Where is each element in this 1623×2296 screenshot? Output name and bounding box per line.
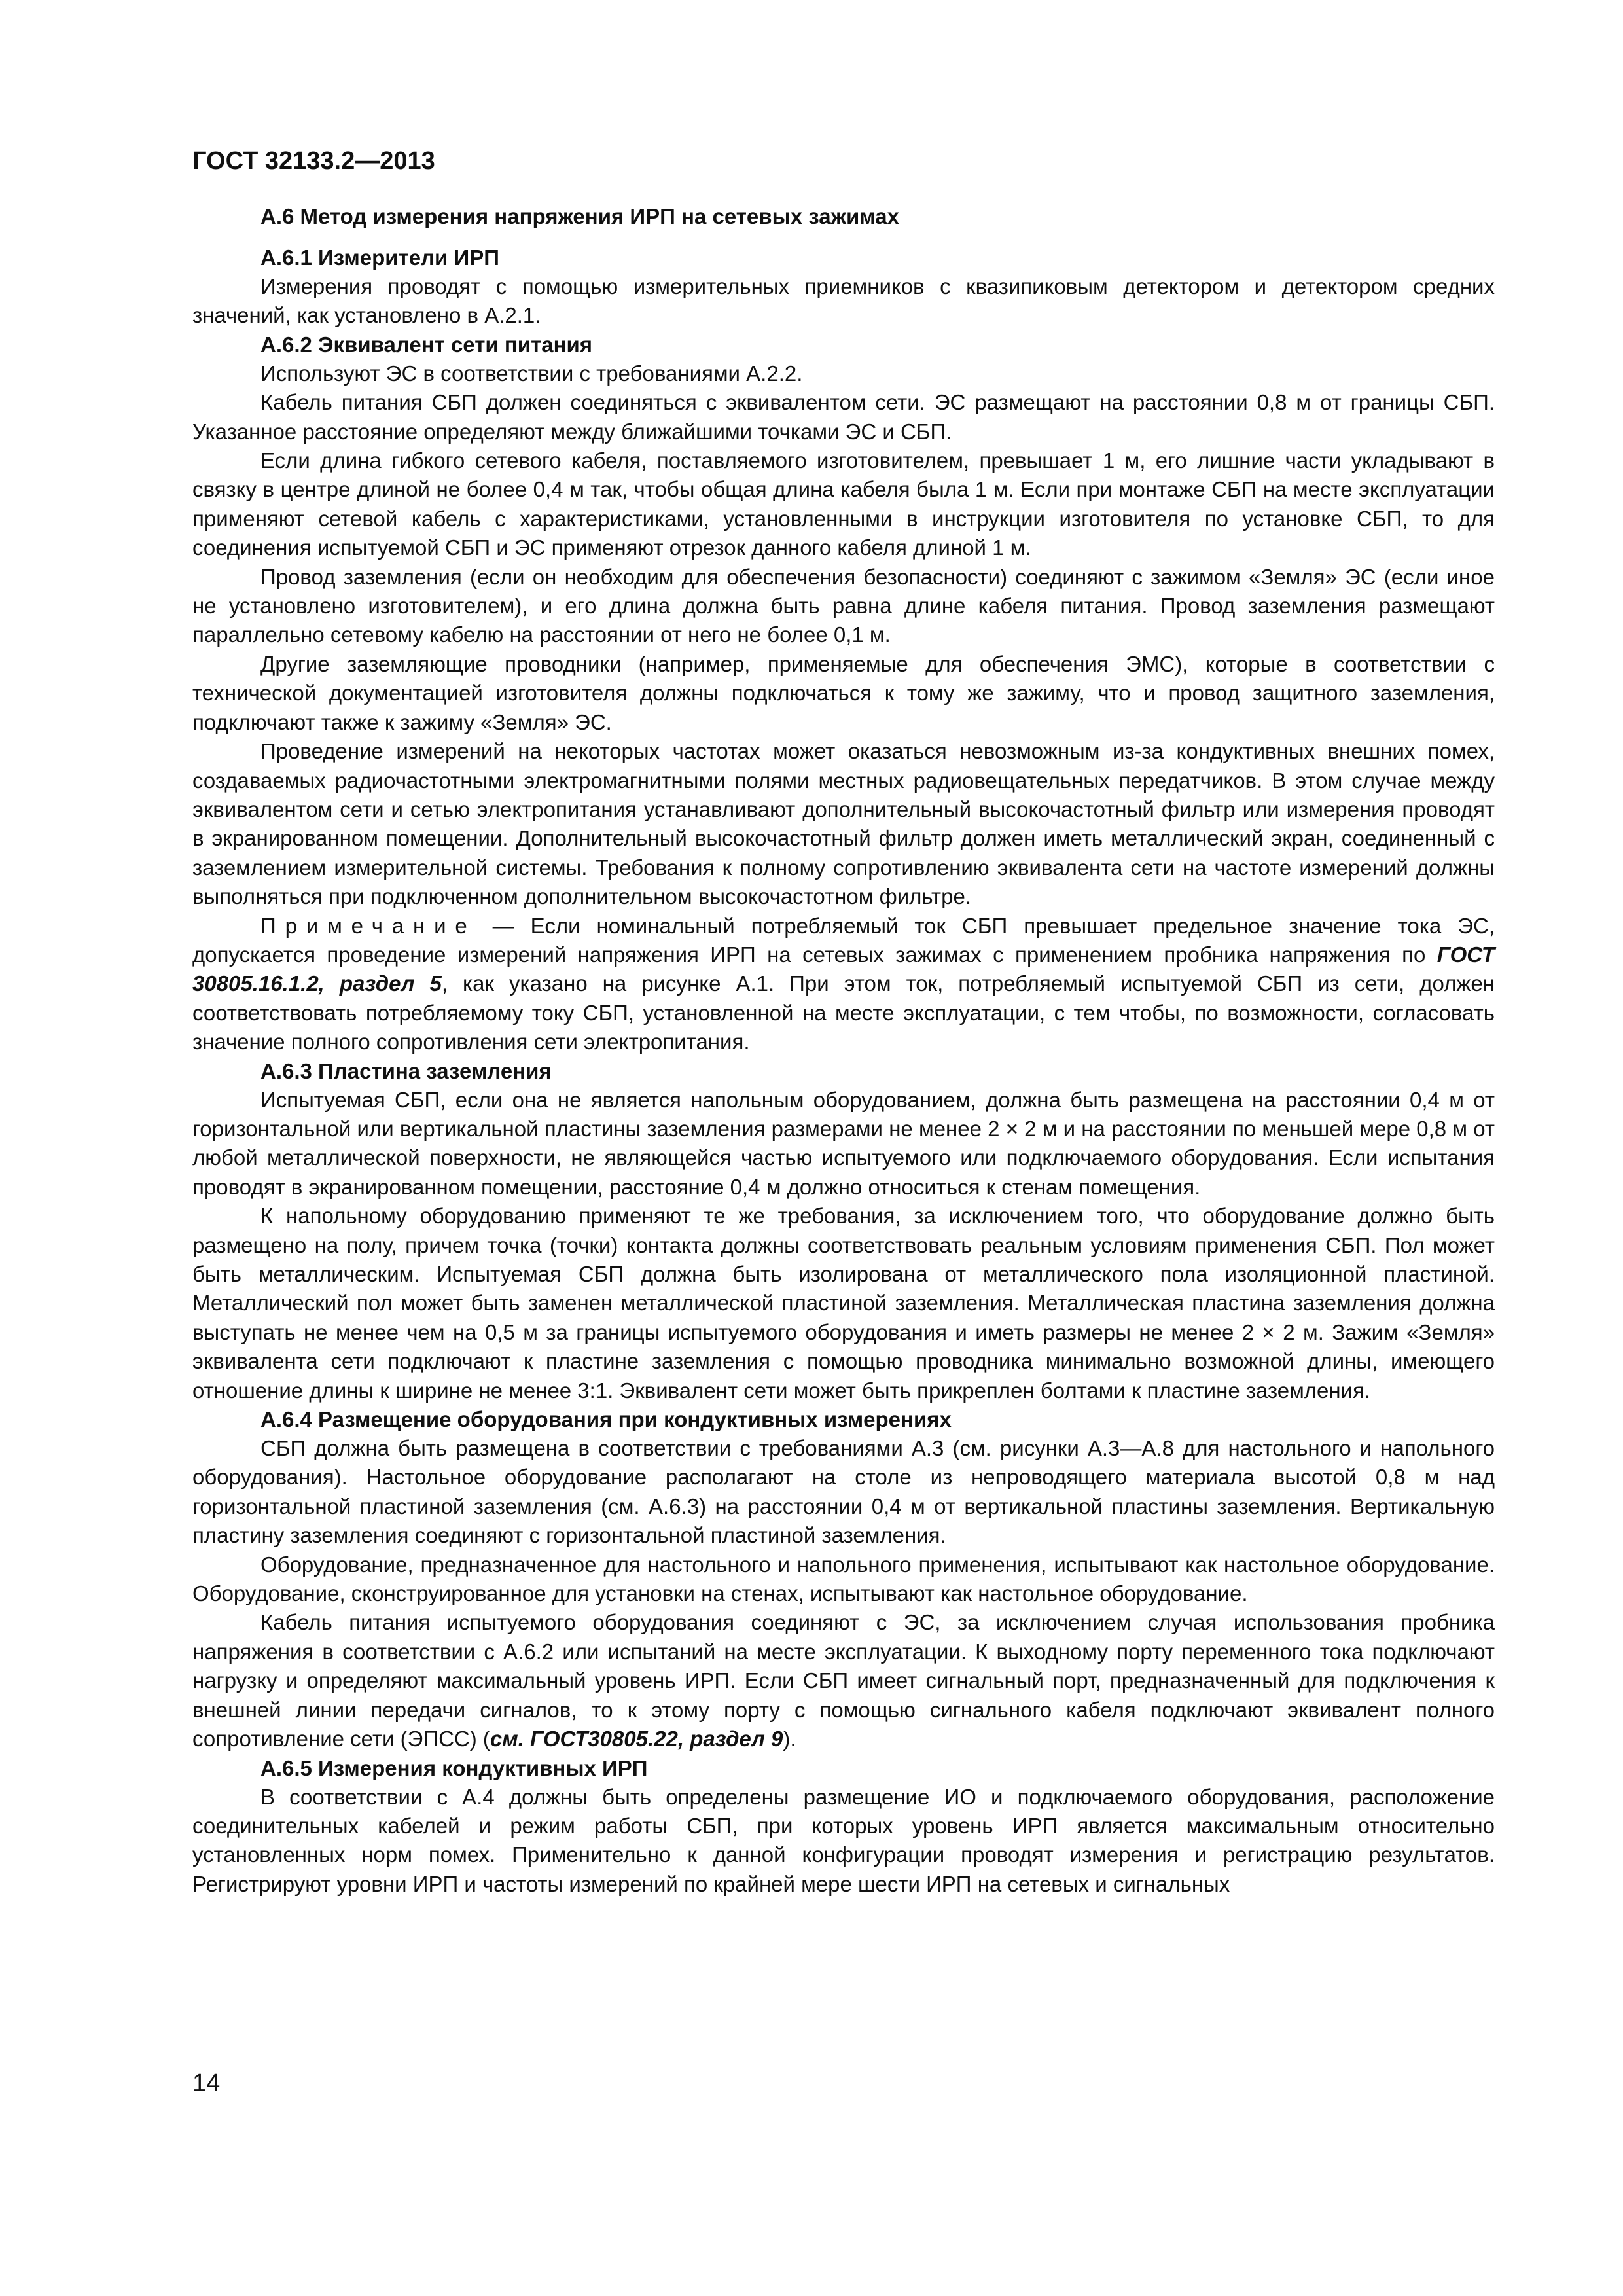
paragraph-text: ). [783, 1727, 796, 1751]
paragraph: Провод заземления (если он необходим для обеспечения безопасности) соединяют с зажимом «Земля» ЭС (если иное не установлено изготовителем), и его длина должна быть равна длине кабеля питания. Провод заземления размещают параллельно сетевому кабелю на расстоянии от него не более 0,1 м. [192, 564, 1495, 647]
paragraph: Кабель питания СБП должен соединяться с эквивалентом сети. ЭС размещают на расстоянии 0,8 м от границы СБП. Указанное расстояние определяют между ближайшими точками ЭС и СБП. [192, 390, 1495, 444]
document-page [192, 145, 1495, 1899]
paragraph-text: Кабель питания испытуемого оборудования соединяют с ЭС, за исключением случая использования пробника напряжения в соответствии с А.6.2 или испытаний на месте эксплуатации. К выходному порту переменного тока подключают нагрузку и определяют максимальный уровень ИРП. Если СБП имеет сигнальный порт, предназначенный для подключения к внешней линии передачи сигналов, то к этому порту с помощью сигнального кабеля подключают эквивалент полного сопротивление сети (ЭПСС) ( [192, 1610, 1495, 1751]
page-number: 14 [192, 2070, 221, 2097]
note-text: , как указано на рисунке А.1. При этом ток, потребляемый испытуемой СБП из сети, должен соответствовать потребляемому току СБП, установленной на месте эксплуатации, с тем чтобы, по возможности, согласовать значение полного сопротивления сети электропитания. [192, 971, 1495, 1054]
subsection-a64-title: А.6.4 Размещение оборудования при кондуктивных измерениях [260, 1407, 952, 1432]
subsection-a65 [192, 1754, 1495, 1899]
paragraph: Другие заземляющие проводники (например, применяемые для обеспечения ЭМС), которые в соответствии с технической документацией изготовителя должны подключаться к тому же зажиму, что и провод защитного заземления, подключают также к зажиму «Земля» ЭС. [192, 651, 1495, 734]
subsection-a64 [192, 1405, 1495, 1753]
subsection-a62 [192, 331, 1495, 1057]
standard-reference: см. ГОСТ30805.22, раздел 9 [490, 1727, 783, 1751]
paragraph [192, 1608, 1495, 1753]
paragraph: Оборудование, предназначенное для настольного и напольного применения, испытывают как настольное оборудование. Оборудование, сконструированное для установки на стенах, испытывают как настольное оборудование. [192, 1552, 1495, 1606]
paragraph: Измерения проводят с помощью измерительных приемников с квазипиковым детектором и детектором средних значений, как установлено в А.2.1. [192, 274, 1495, 328]
section-a6-title: А.6 Метод измерения напряжения ИРП на сетевых зажимах [260, 204, 899, 228]
paragraph: СБП должна быть размещена в соответствии с требованиями А.3 (см. рисунки А.3—А.8 для настольного и напольного оборудования). Настольное оборудование располагают на столе из непроводящего материала высотой 0,8 м над горизонтальной пластиной заземления (см. А.6.3) на расстоянии 0,4 м от вертикальной пластины заземления. Вертикальную пластину заземления соединяют с горизонтальной пластиной заземления. [192, 1436, 1495, 1548]
subsection-a61 [192, 243, 1495, 331]
note-label: Примечание [260, 913, 476, 938]
note-paragraph [192, 912, 1495, 1057]
subsection-a61-title: А.6.1 Измерители ИРП [260, 245, 499, 270]
paragraph: Испытуемая СБП, если она не является напольным оборудованием, должна быть размещена на расстоянии 0,4 м от горизонтальной или вертикальной пластины заземления размерами не менее 2 × 2 м и на расстоянии по меньшей мере 0,8 м от любой металлической поверхности, не являющейся частью испытуемого или подключаемого оборудования. Если испытания проводят в экранированном помещении, расстояние 0,4 м должно относиться к стенам помещения. [192, 1087, 1495, 1199]
paragraph: Если длина гибкого сетевого кабеля, поставляемого изготовителем, превышает 1 м, его лишние части укладывают в связку в центре длиной не более 0,4 м так, чтобы общая длина кабеля была 1 м. Если при монтаже СБП на месте эксплуатации применяют сетевой кабель с характеристиками, установленными в инструкции изготовителя по установке СБП, то для соединения испытуемой СБП и ЭС применяют отрезок данного кабеля длиной 1 м. [192, 448, 1495, 560]
paragraph: Проведение измерений на некоторых частотах может оказаться невозможным из-за кондуктивных внешних помех, создаваемых радиочастотными электромагнитными полями местных радиовещательных передатчиков. В этом случае между эквивалентом сети и сетью электропитания устанавливают дополнительный высокочастотный фильтр или измерения проводят в экранированном помещении. Дополнительный высокочастотный фильтр должен иметь металлический экран, соединенный с заземлением измерительной системы. Требования к полному сопротивлению эквивалента сети на частоте измерений должны выполняться при подключенном дополнительном высокочастотном фильтре. [192, 739, 1495, 909]
subsection-a62-title: А.6.2 Эквивалент сети питания [260, 332, 593, 357]
standard-reference: ГОСТ 30805.16.1.2, раздел 5 [192, 942, 1495, 996]
paragraph: В соответствии с А.4 должны быть определены размещение ИО и подключаемого оборудования, расположение соединительных кабелей и режим работы СБП, при которых уровень ИРП является максимальным относительно установленных норм помех. Применительно к данной конфигурации проводят измерения и регистрацию результатов. Регистрируют уровни ИРП и частоты измерений по крайней мере шести ИРП на сетевых и сигнальных [192, 1784, 1495, 1896]
subsection-a65-title: А.6.5 Измерения кондуктивных ИРП [260, 1755, 648, 1780]
note-text: — Если номинальный потребляемый ток СБП превышает предельное значение тока ЭС, допускается проведение измерений напряжения ИРП на сетевых зажимах с применением пробника напряжения по [192, 913, 1495, 967]
paragraph: Используют ЭС в соответствии с требованиями А.2.2. [260, 361, 803, 386]
subsection-a63-title: А.6.3 Пластина заземления [260, 1058, 552, 1083]
paragraph: К напольному оборудованию применяют те же требования, за исключением того, что оборудование должно быть размещено на полу, причем точка (точки) контакта должны соответствовать реальным условиям применения СБП. Пол может быть металлическим. Испытуемая СБП должна быть изолирована от металлического пола изоляционной пластиной. Металлический пол может быть заменен металлической пластиной заземления. Металлическая пластина заземления должна выступать не менее чем на 0,5 м за границы испытуемого оборудования и иметь размеры не менее 2 × 2 м. Зажим «Земля» эквивалента сети подключают к пластине заземления с помощью проводника минимально возможной длины, имеющего отношение длины к ширине не менее 3:1. Эквивалент сети может быть прикреплен болтами к пластине заземления. [192, 1204, 1495, 1403]
subsection-a63 [192, 1057, 1495, 1405]
document-code-header: ГОСТ 32133.2—2013 [192, 147, 435, 175]
